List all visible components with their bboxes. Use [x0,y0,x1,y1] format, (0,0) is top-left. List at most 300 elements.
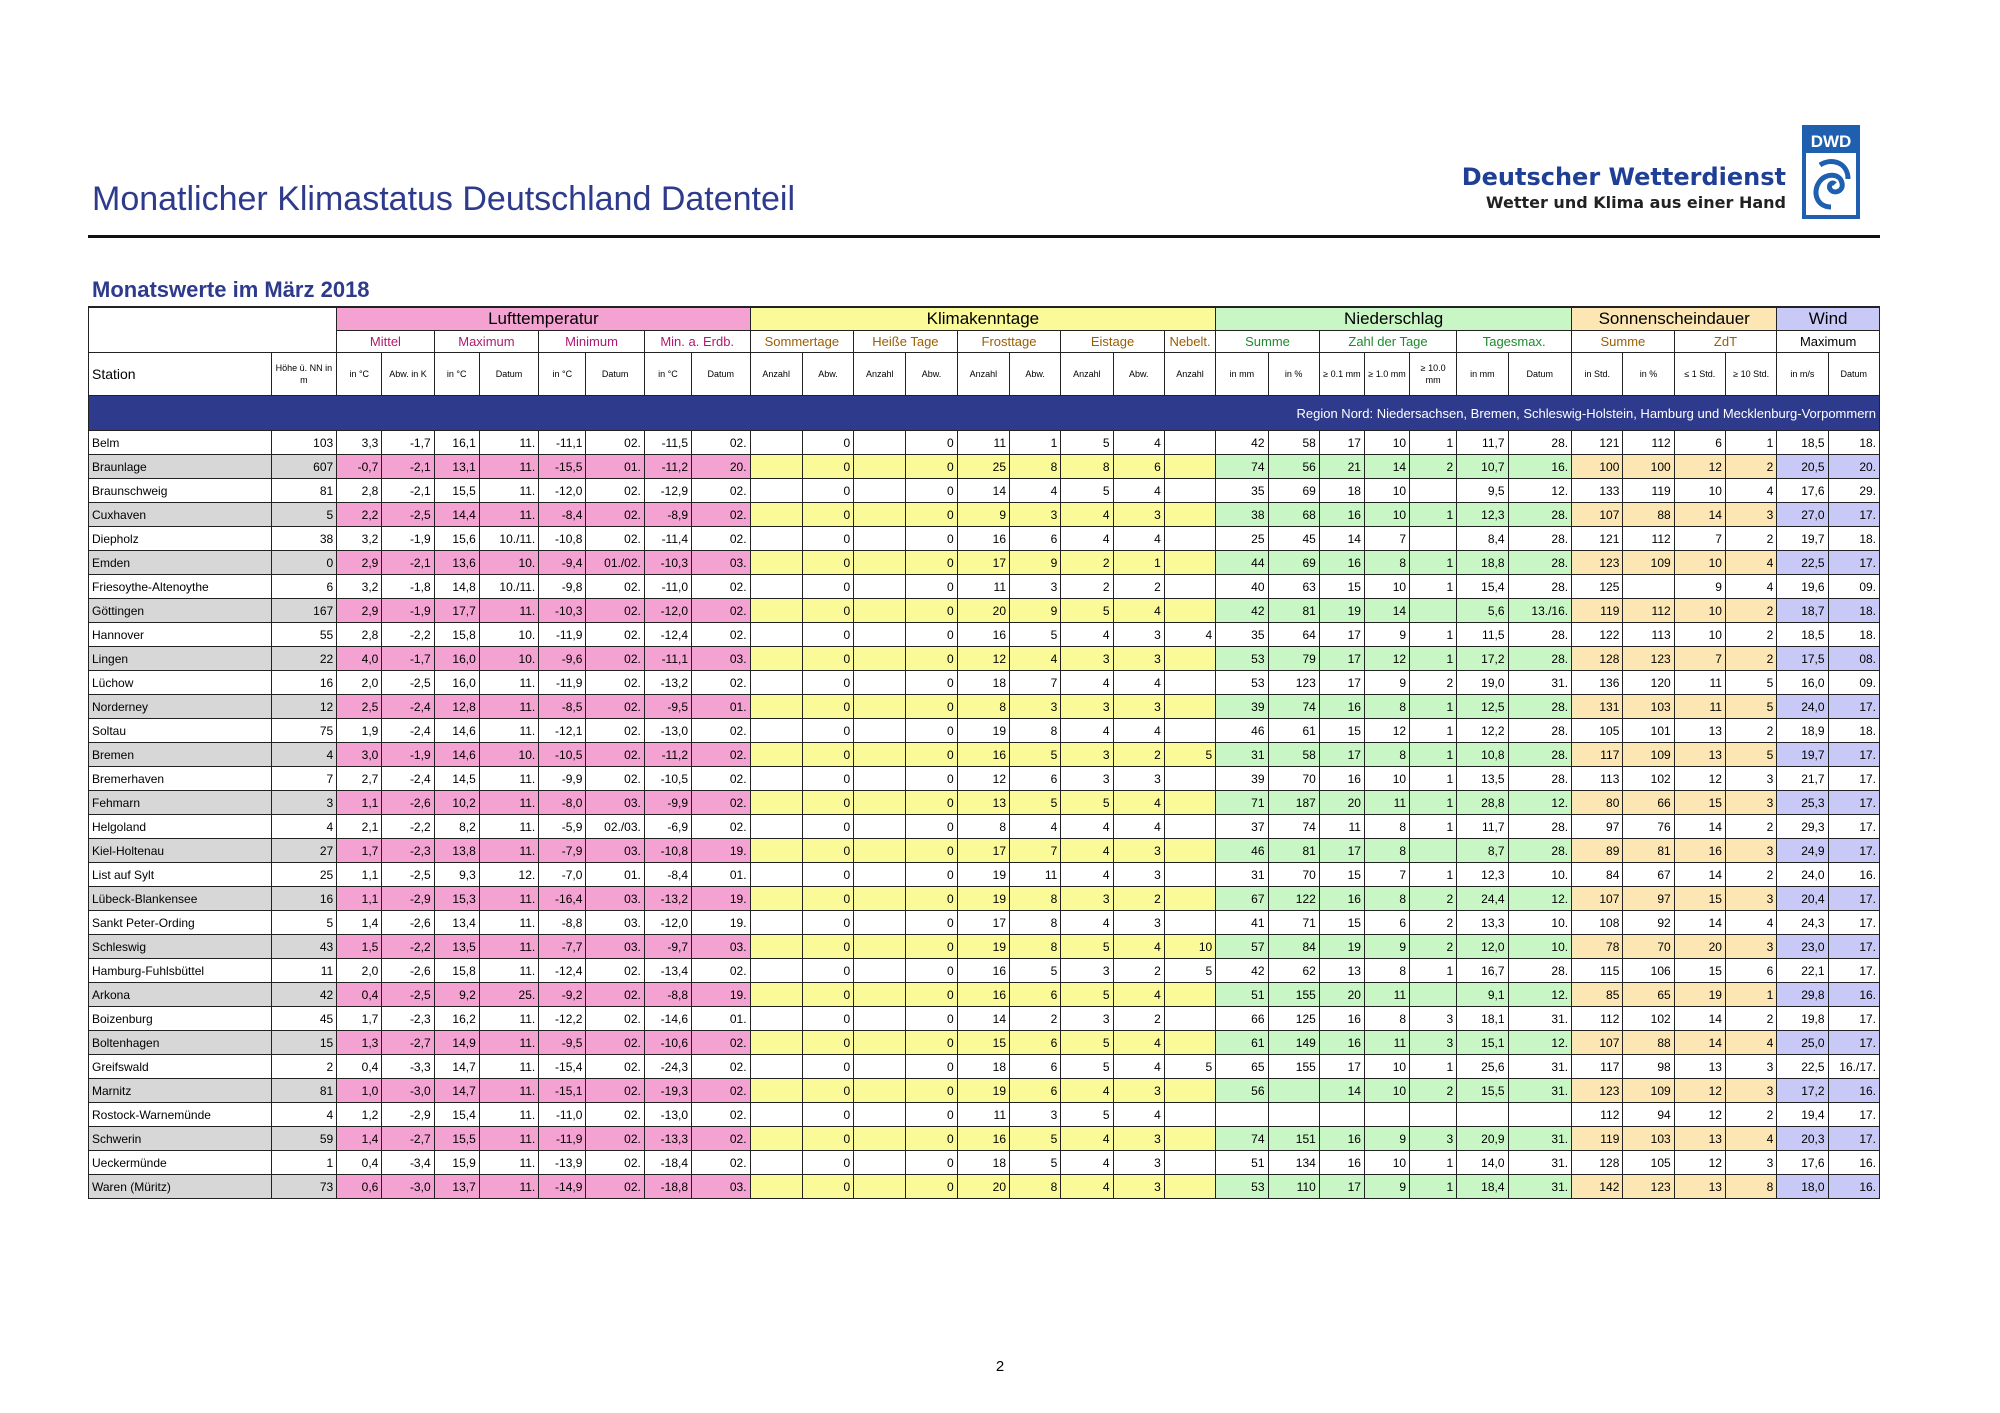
table-cell [854,887,906,911]
table-cell: 18 [957,1055,1009,1079]
table-cell: 84 [1572,863,1623,887]
table-cell: 3 [1725,791,1776,815]
table-cell: 31. [1508,1127,1572,1151]
table-cell: 02. [586,671,644,695]
table-cell: 17. [1828,959,1879,983]
table-cell: 14 [1674,911,1725,935]
table-cell: 1 [1410,959,1457,983]
table-cell: -9,6 [539,647,586,671]
table-cell [1164,551,1215,575]
table-row [89,1007,1880,1031]
table-cell: 16 [957,1127,1009,1151]
table-cell: 11 [957,1103,1009,1127]
table-cell: 1,5 [337,935,382,959]
table-cell: 155 [1268,1055,1319,1079]
table-cell: 5 [1061,431,1113,455]
table-cell: 5 [1061,983,1113,1007]
table-cell: 66 [1216,1007,1268,1031]
table-cell: 4 [1061,911,1113,935]
table-cell [1410,983,1457,1007]
table-cell: 1,9 [337,719,382,743]
table-cell: 4 [1061,815,1113,839]
table-cell: 43 [271,935,337,959]
table-cell: 17. [1828,551,1879,575]
table-cell: 15,4 [1457,575,1508,599]
table-cell: 03. [692,935,751,959]
station-name: Marnitz [89,1079,272,1103]
station-name: Bremen [89,743,272,767]
table-row [89,1175,1880,1199]
table-cell: 0 [802,743,853,767]
table-cell: 0 [906,1127,957,1151]
col-unit: in % [1268,353,1319,396]
table-cell: 74 [1268,815,1319,839]
col-unit: in % [1623,353,1674,396]
table-cell: 2 [1725,455,1776,479]
table-cell: 2 [1113,887,1164,911]
table-cell: 16. [1828,1151,1879,1175]
table-cell: 13,5 [434,935,479,959]
table-cell: 15,5 [434,1127,479,1151]
table-cell: 2 [1725,623,1776,647]
table-cell: 71 [1268,911,1319,935]
table-cell: 4 [1113,599,1164,623]
table-row [89,1151,1880,1175]
station-name: Fehmarn [89,791,272,815]
table-cell: 8 [1364,887,1409,911]
table-cell [750,455,802,479]
table-cell: 02. [586,479,644,503]
table-cell: -12,0 [539,479,586,503]
table-cell: 19. [692,983,751,1007]
table-cell: 1,2 [337,1103,382,1127]
sub-mittel: Mittel [337,331,434,353]
table-cell: 51 [1216,1151,1268,1175]
table-cell: 0 [802,1103,853,1127]
table-cell [750,599,802,623]
table-cell: 10 [1364,1079,1409,1103]
table-cell: 16./17. [1828,1055,1879,1079]
table-cell: 0 [802,983,853,1007]
svg-text:DWD: DWD [1810,132,1852,151]
sub-maximum: Maximum [434,331,539,353]
table-cell: 10 [1164,935,1215,959]
table-cell: 15 [1674,791,1725,815]
table-cell: 0 [906,719,957,743]
table-cell: 4 [1061,623,1113,647]
table-cell: 71 [1216,791,1268,815]
table-cell: 10 [1364,575,1409,599]
table-cell: 15 [1319,575,1364,599]
org-name: Deutscher Wetterdienst [1461,163,1786,191]
table-cell: 28. [1508,623,1572,647]
table-cell: -10,3 [539,599,586,623]
table-cell: 4 [1061,839,1113,863]
table-cell: -19,3 [644,1079,691,1103]
table-cell: 69 [1268,551,1319,575]
table-cell: -13,0 [644,719,691,743]
table-cell: 02. [586,959,644,983]
table-cell [1164,887,1215,911]
table-cell: 3 [1725,839,1776,863]
table-cell: 11. [479,767,538,791]
table-cell: 19 [1319,599,1364,623]
table-cell: 3 [1010,695,1061,719]
table-cell: 0 [802,1127,853,1151]
table-cell [1164,479,1215,503]
table-cell: 10. [479,743,538,767]
table-cell: -9,5 [644,695,691,719]
table-cell [854,1055,906,1079]
table-row [89,935,1880,959]
table-cell: 28. [1508,695,1572,719]
table-cell: 5 [1061,599,1113,623]
table-cell: 6 [1010,767,1061,791]
table-cell: 123 [1623,1175,1674,1199]
table-cell: 16,0 [434,647,479,671]
table-cell: 38 [1216,503,1268,527]
table-cell: 31. [1508,1151,1572,1175]
table-cell: 6 [1725,959,1776,983]
table-cell: 107 [1572,1031,1623,1055]
table-cell [750,815,802,839]
station-name: Boltenhagen [89,1031,272,1055]
table-cell: -13,0 [644,1103,691,1127]
table-row [89,623,1880,647]
station-name: Lüchow [89,671,272,695]
table-cell: 8 [1364,839,1409,863]
table-cell: 0 [802,455,853,479]
table-cell: 0 [906,863,957,887]
table-cell: 17,2 [1777,1079,1828,1103]
table-cell [750,695,802,719]
table-cell: 17. [1828,935,1879,959]
table-cell: 7 [1364,863,1409,887]
table-cell: 11 [1364,983,1409,1007]
table-cell: 10 [1364,479,1409,503]
table-cell: 92 [1623,911,1674,935]
table-cell: 17,6 [1777,1151,1828,1175]
table-cell: 101 [1623,719,1674,743]
table-cell: 3 [1061,767,1113,791]
table-cell: -7,7 [539,935,586,959]
table-cell: -2,3 [382,839,434,863]
table-cell: 17. [1828,1103,1879,1127]
table-cell: 31. [1508,1007,1572,1031]
station-name: Lübeck-Blankensee [89,887,272,911]
dwd-logo-icon [1802,125,1860,219]
table-cell: 3 [1113,1151,1164,1175]
table-cell: -2,4 [382,695,434,719]
table-cell: 0 [802,1031,853,1055]
table-cell: 19 [957,887,1009,911]
table-cell: 2 [271,1055,337,1079]
table-cell: 11 [1674,695,1725,719]
table-cell: 18. [1828,431,1879,455]
table-cell: -12,0 [644,599,691,623]
table-cell: 12. [479,863,538,887]
table-cell: -15,1 [539,1079,586,1103]
table-cell: 123 [1572,1079,1623,1103]
table-cell: 10. [1508,863,1572,887]
table-row [89,599,1880,623]
table-cell: 4 [1061,671,1113,695]
table-cell: 16,7 [1457,959,1508,983]
table-cell: 1 [1410,815,1457,839]
table-cell [854,503,906,527]
table-cell: 0 [906,503,957,527]
table-cell: 18,5 [1777,623,1828,647]
unit-header-row [89,353,1880,396]
table-cell: 5 [1164,959,1215,983]
table-cell: 20. [692,455,751,479]
table-cell: 2 [1725,719,1776,743]
col-unit: in Std. [1572,353,1623,396]
table-cell: 16 [957,743,1009,767]
table-cell: 8 [1364,551,1409,575]
table-cell: 8 [1010,911,1061,935]
table-cell: 13 [1674,1175,1725,1199]
col-unit: Anzahl [750,353,802,396]
table-cell: 74 [1268,695,1319,719]
table-cell: 18,0 [1777,1175,1828,1199]
table-cell [1268,1103,1319,1127]
table-cell: 46 [1216,839,1268,863]
table-cell: 16. [1828,1175,1879,1199]
table-cell [750,1175,802,1199]
table-cell: 9 [1364,1127,1409,1151]
table-cell: 11. [479,1031,538,1055]
table-cell: 19. [692,839,751,863]
table-cell: 09. [1828,575,1879,599]
table-cell: 9 [1010,551,1061,575]
table-cell: 0 [802,767,853,791]
table-cell: 18. [1828,527,1879,551]
table-cell: 13 [1674,1055,1725,1079]
table-cell: 11. [479,887,538,911]
station-name: Bremerhaven [89,767,272,791]
table-cell [1164,455,1215,479]
table-cell [1164,719,1215,743]
table-cell: 17 [957,911,1009,935]
table-cell [750,1127,802,1151]
table-cell: 10./11. [479,575,538,599]
table-cell: 0 [802,1079,853,1103]
table-cell: 117 [1572,1055,1623,1079]
table-cell: 42 [1216,599,1268,623]
table-cell: -11,9 [539,1127,586,1151]
table-cell: 9 [1010,599,1061,623]
col-unit: Abw. [1113,353,1164,396]
table-cell: 15,8 [434,959,479,983]
table-cell: 11. [479,479,538,503]
table-cell: 14 [1319,1079,1364,1103]
table-cell: 5 [1010,959,1061,983]
table-row [89,743,1880,767]
sub-min-erdb: Min. a. Erdb. [644,331,750,353]
table-cell: -11,9 [539,623,586,647]
header-empty [89,307,337,353]
table-cell: 15,5 [434,479,479,503]
table-cell: 17 [1319,431,1364,455]
table-cell [854,479,906,503]
table-cell: 7 [271,767,337,791]
table-cell: 12 [1674,1151,1725,1175]
table-cell: 02. [586,983,644,1007]
table-cell: 0 [906,479,957,503]
table-cell: 16. [1828,983,1879,1007]
table-cell: 28. [1508,503,1572,527]
table-cell: 94 [1623,1103,1674,1127]
table-cell: 4 [271,743,337,767]
table-cell: 2 [1010,1007,1061,1031]
table-cell [750,887,802,911]
table-cell: 0 [906,959,957,983]
table-cell: 3 [1113,863,1164,887]
col-unit: ≤ 1 Std. [1674,353,1725,396]
table-cell: 5,6 [1457,599,1508,623]
table-row [89,1127,1880,1151]
table-cell: 20. [1828,455,1879,479]
table-cell: 6 [1674,431,1725,455]
table-cell [1164,1007,1215,1031]
table-cell: 5 [1061,479,1113,503]
table-cell: -13,2 [644,671,691,695]
table-cell: 0 [802,527,853,551]
table-cell [854,1079,906,1103]
table-cell: 7 [1010,671,1061,695]
table-cell: 2,9 [337,551,382,575]
table-cell: 5 [1725,671,1776,695]
table-cell: 17,2 [1457,647,1508,671]
table-cell: 0 [802,839,853,863]
table-cell: -1,9 [382,527,434,551]
table-cell: -2,1 [382,455,434,479]
table-cell: 14 [1364,599,1409,623]
col-station: Station [89,353,272,396]
table-cell: 12,5 [1457,695,1508,719]
table-cell: -8,4 [539,503,586,527]
table-cell: 17 [957,839,1009,863]
table-cell: 12 [271,695,337,719]
table-cell: 28. [1508,575,1572,599]
table-cell: 18 [957,1151,1009,1175]
table-cell: 31. [1508,671,1572,695]
sub-zdt: ZdT [1674,331,1777,353]
table-cell: 4 [1061,1079,1113,1103]
table-cell: 4 [1113,935,1164,959]
table-cell: -10,8 [539,527,586,551]
table-cell: 62 [1268,959,1319,983]
table-cell: 0 [906,623,957,647]
table-cell: 2 [1725,527,1776,551]
table-cell: 113 [1623,623,1674,647]
table-cell: 25 [271,863,337,887]
table-cell: 12 [1364,647,1409,671]
table-cell: 120 [1623,671,1674,695]
table-cell: 18,8 [1457,551,1508,575]
table-row [89,887,1880,911]
table-cell: 88 [1623,1031,1674,1055]
table-cell: -7,9 [539,839,586,863]
table-cell: 6 [1113,455,1164,479]
table-cell: 607 [271,455,337,479]
table-cell: 17,5 [1777,647,1828,671]
table-cell [750,575,802,599]
table-cell: 22,5 [1777,551,1828,575]
table-cell: 17. [1828,743,1879,767]
table-cell: 3 [1113,911,1164,935]
table-cell [1164,1151,1215,1175]
table-cell: 0 [906,671,957,695]
table-cell: 28. [1508,647,1572,671]
table-cell: 3 [1725,1079,1776,1103]
table-cell: -2,3 [382,1007,434,1031]
table-cell: 7 [1674,527,1725,551]
table-cell: 18 [1319,479,1364,503]
table-cell: 2 [1410,911,1457,935]
table-cell: 10 [1364,767,1409,791]
table-cell: 0 [802,671,853,695]
table-row [89,671,1880,695]
table-cell: 2,0 [337,671,382,695]
table-cell: 17 [1319,839,1364,863]
table-cell: 11. [479,455,538,479]
table-cell: 14 [1674,1031,1725,1055]
table-cell: 0 [906,1055,957,1079]
table-row [89,719,1880,743]
table-cell: -18,4 [644,1151,691,1175]
table-cell: 20 [1319,983,1364,1007]
table-cell: -9,9 [644,791,691,815]
table-cell: -12,9 [644,479,691,503]
table-cell: 10,8 [1457,743,1508,767]
table-cell: 28,8 [1457,791,1508,815]
table-cell [1410,527,1457,551]
table-cell: 3 [1061,959,1113,983]
table-cell: 0 [802,551,853,575]
sub-wind-maximum: Maximum [1777,331,1880,353]
table-cell: 28. [1508,719,1572,743]
station-name: Hamburg-Fuhlsbüttel [89,959,272,983]
table-cell [854,647,906,671]
table-cell: 13./16. [1508,599,1572,623]
table-cell: -8,4 [644,863,691,887]
table-cell: 28. [1508,527,1572,551]
table-cell: 03. [692,1175,751,1199]
table-cell: 81 [1623,839,1674,863]
table-cell [854,983,906,1007]
table-cell: 17,7 [434,599,479,623]
table-cell: 01. [692,863,751,887]
table-cell: 6 [1010,983,1061,1007]
table-cell: 58 [1268,743,1319,767]
col-unit: Anzahl [957,353,1009,396]
station-name: Helgoland [89,815,272,839]
table-cell: 8 [1364,695,1409,719]
table-cell [750,767,802,791]
table-cell: 67 [1623,863,1674,887]
table-cell: 02. [586,1031,644,1055]
table-cell: 28. [1508,551,1572,575]
table-cell: 121 [1572,431,1623,455]
table-cell: 16. [1828,1079,1879,1103]
table-cell: 02. [692,527,751,551]
sub-frosttage: Frosttage [957,331,1061,353]
table-cell: 42 [271,983,337,1007]
table-cell [1319,1103,1364,1127]
table-cell: 115 [1572,959,1623,983]
